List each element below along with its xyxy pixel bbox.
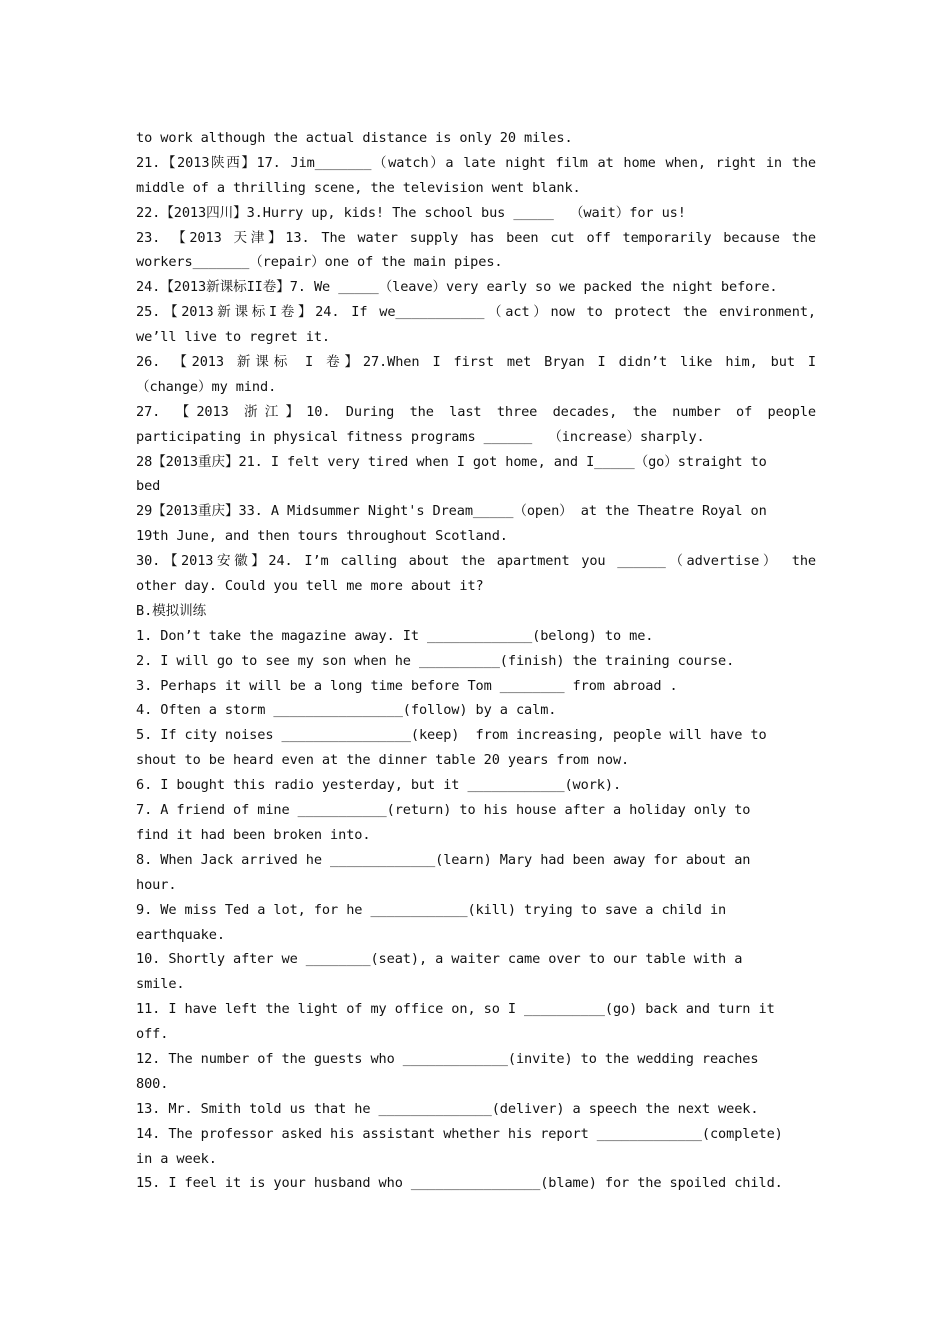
text-line: 2. I will go to see my son when he __________(finish) the training course. [136, 652, 735, 669]
text-line: 27. 【2013 浙江】10. During the last three decades, the number of people [136, 403, 816, 420]
text-line: 14. The professor asked his assistant whether his report _____________(complete) [136, 1125, 783, 1142]
text-line: （change）my mind. [136, 378, 277, 395]
text-line: 26. 【2013 新课标 I 卷】27.When I first met Bryan I didn’t like him, but I [136, 354, 816, 371]
section-heading: B.模拟训练 [136, 602, 207, 619]
text-line: 3. Perhaps it will be a long time before Tom ________ from abroad . [136, 677, 678, 694]
text-line: smile. [136, 976, 185, 993]
text-line: off. [136, 1026, 169, 1043]
text-line: 9. We miss Ted a lot, for he ____________(kill) trying to save a child in [136, 901, 727, 918]
text-line: bed [136, 478, 161, 495]
text-line: 19th June, and then tours throughout Scotland. [136, 528, 508, 545]
text-line: 8. When Jack arrived he _____________(learn) Mary had been away for about an [136, 851, 751, 868]
text-line: 11. I have left the light of my office on, so I __________(go) back and turn it [136, 1001, 775, 1018]
text-line: participating in physical fitness programs ______ （increase）sharply. [136, 428, 705, 445]
text-line: 24.【2013新课标II卷】7. We _____（leave）very early so we packed the night before. [136, 279, 778, 296]
text-line: hour. [136, 876, 177, 893]
text-line: middle of a thrilling scene, the television went blank. [136, 179, 581, 196]
text-line: workers_______（repair）one of the main pipes. [136, 254, 503, 271]
text-line: find it had been broken into. [136, 826, 371, 843]
text-line: 25.【2013新课标I卷】24. If we___________（act）now to protect the environment, [136, 304, 816, 321]
text-line: 12. The number of the guests who _____________(invite) to the wedding reaches [136, 1050, 759, 1067]
document-page [136, 126, 816, 1196]
text-line: 21.【2013陕西】17. Jim_______（watch）a late night film at home when, right in the [136, 154, 816, 171]
text-line: other day. Could you tell me more about it? [136, 578, 484, 595]
text-line: 29【2013重庆】33. A Midsummer Night's Dream_____（open） at the Theatre Royal on [136, 503, 767, 520]
text-line: in a week. [136, 1150, 217, 1167]
text-line: 6. I bought this radio yesterday, but it ____________(work). [136, 777, 622, 794]
text-line: 1. Don’t take the magazine away. It _____________(belong) to me. [136, 627, 654, 644]
text-line: 23. 【2013 天津】13. The water supply has been cut off temporarily because the [136, 229, 816, 246]
text-line: 28【2013重庆】21. I felt very tired when I got home, and I_____（go）straight to [136, 453, 767, 470]
section-b [136, 599, 816, 1196]
text-line: 4. Often a storm ________________(follow) by a calm. [136, 702, 557, 719]
text-line: to work although the actual distance is only 20 miles. [136, 130, 573, 146]
text-line: 30.【2013安徽】24. I’m calling about the apartment you ______（advertise） the [136, 553, 816, 570]
text-line: 5. If city noises ________________(keep) from increasing, people will have to [136, 727, 767, 744]
text-line: 800. [136, 1075, 169, 1092]
text-line: 7. A friend of mine ___________(return) to his house after a holiday only to [136, 802, 751, 819]
text-line: 13. Mr. Smith told us that he ______________(deliver) a speech the next week. [136, 1100, 759, 1117]
text-line: 22.【2013四川】3.Hurry up, kids! The school bus _____ （wait）for us! [136, 204, 686, 221]
text-line: we’ll live to regret it. [136, 329, 331, 346]
text-line: 15. I feel it is your husband who ________________(blame) for the spoiled child. [136, 1175, 783, 1192]
text-line: 10. Shortly after we ________(seat), a waiter came over to our table with a [136, 951, 743, 968]
text-line: earthquake. [136, 926, 225, 943]
section-a [136, 126, 816, 599]
text-line: shout to be heard even at the dinner table 20 years from now. [136, 752, 630, 769]
